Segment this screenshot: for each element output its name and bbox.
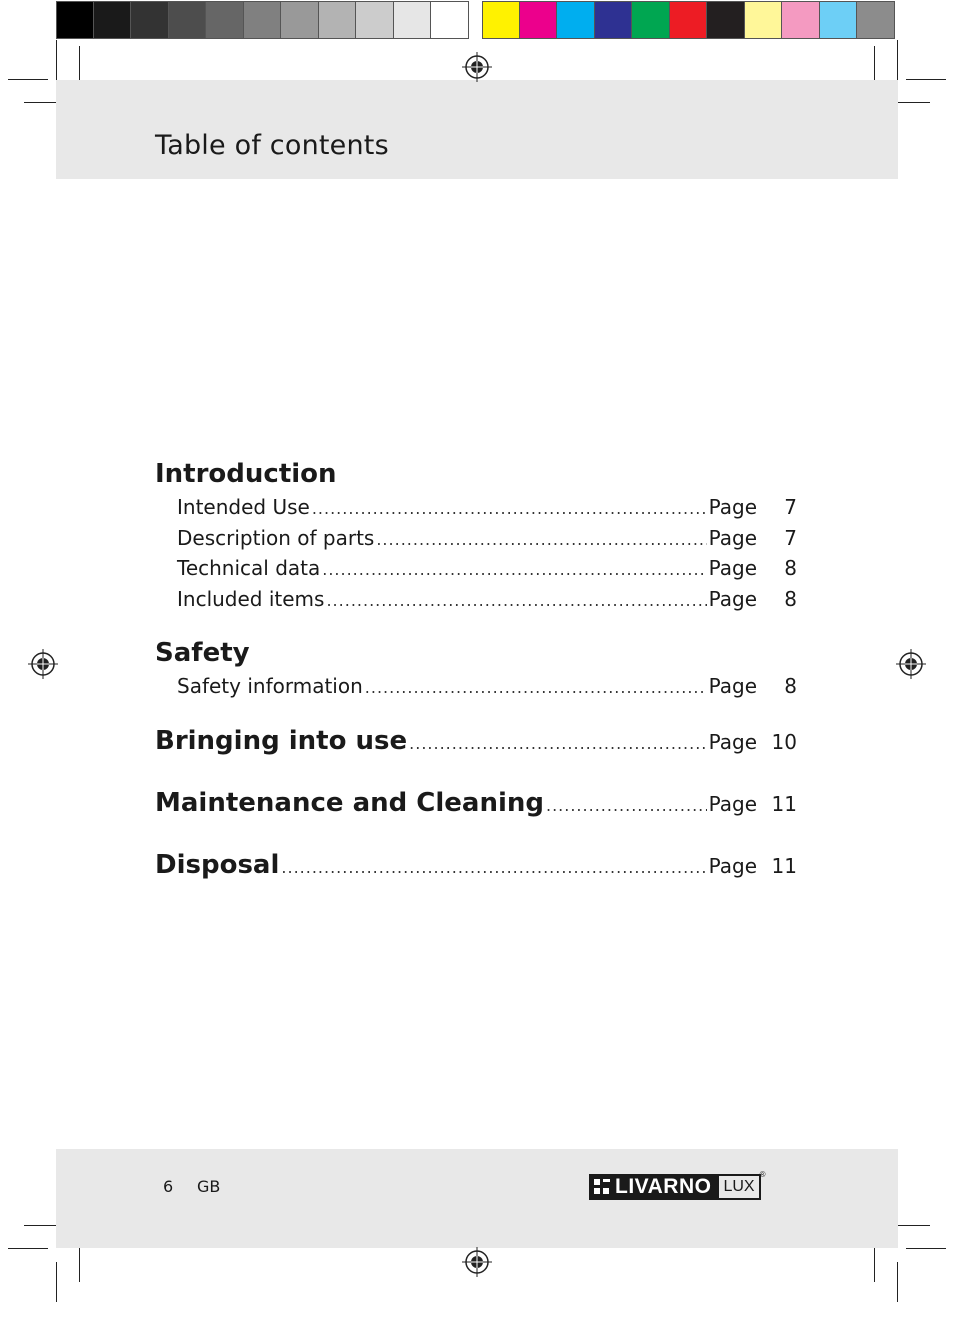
toc-entry-label: Maintenance and Cleaning (155, 787, 544, 818)
crop-mark (56, 1262, 57, 1302)
color-swatch (244, 1, 282, 39)
toc-entry-safety-information[interactable] (155, 672, 797, 703)
dot-leader (546, 787, 707, 825)
color-swatch (356, 1, 394, 39)
toc-section-maintenance (155, 784, 797, 825)
color-swatch (745, 1, 783, 39)
brand-logo-main (589, 1174, 717, 1200)
crop-mark (906, 79, 946, 80)
brand-name: LIVARNO (615, 1175, 712, 1198)
page-title: Table of contents (155, 130, 389, 161)
page-word: Page (708, 495, 757, 519)
page-word: Page (708, 853, 757, 878)
color-calibration-strip (482, 1, 895, 39)
page-number: 11 (771, 791, 797, 816)
color-swatch (820, 1, 858, 39)
page-word: Page (708, 674, 757, 699)
brand-logo (589, 1170, 766, 1200)
section-heading: Introduction (155, 459, 337, 489)
toc-entry-label: Bringing into use (155, 725, 408, 756)
crop-mark (56, 40, 57, 80)
color-swatch (394, 1, 432, 39)
toc-entry-label: Technical data (177, 556, 321, 581)
registration-mark-icon (896, 649, 926, 679)
color-swatch (557, 1, 595, 39)
toc-section-bringing-into-use (155, 722, 797, 763)
page-number: 8 (784, 556, 797, 581)
color-swatch (56, 1, 94, 39)
crop-mark (8, 79, 48, 80)
dot-leader (326, 586, 706, 616)
crop-mark (8, 1248, 48, 1249)
color-swatch (319, 1, 357, 39)
toc-entry-disposal[interactable] (155, 846, 797, 887)
color-swatch (482, 1, 520, 39)
color-swatch (782, 1, 820, 39)
page-number: 7 (784, 525, 797, 550)
dot-leader (409, 725, 706, 763)
color-swatch (169, 1, 207, 39)
table-of-contents (155, 455, 797, 908)
toc-entry-technical-data[interactable] (155, 554, 797, 585)
page-word: Page (708, 729, 757, 754)
color-swatch (281, 1, 319, 39)
color-swatch (431, 1, 469, 39)
dot-leader (365, 673, 707, 703)
toc-entry-included-items[interactable] (155, 585, 797, 616)
registration-mark-icon (462, 52, 492, 82)
color-swatch (857, 1, 895, 39)
footer-band (56, 1149, 898, 1248)
color-swatch (131, 1, 169, 39)
color-swatch (520, 1, 558, 39)
page-number: 11 (771, 853, 797, 878)
toc-entry-description-of-parts[interactable] (155, 524, 797, 555)
page-word: Page (708, 556, 757, 581)
color-swatch (670, 1, 708, 39)
toc-entry-label: Included items (177, 586, 325, 611)
crop-mark (897, 1262, 898, 1302)
toc-entry-label: Intended Use (177, 495, 310, 519)
page-word: Page (708, 586, 757, 611)
toc-entry-label: Safety information (177, 674, 363, 699)
dot-leader (376, 525, 706, 555)
dot-leader (322, 555, 706, 585)
registration-mark-icon (462, 1247, 492, 1277)
toc-entry-label: Description of parts (177, 525, 375, 550)
page-number: 8 (784, 674, 797, 699)
color-swatch (707, 1, 745, 39)
page-number: 10 (771, 729, 797, 754)
page-number: 8 (784, 586, 797, 611)
brand-square-icon (594, 1179, 610, 1195)
brand-logo-sub (717, 1170, 766, 1200)
toc-section-safety (155, 634, 797, 703)
toc-entry-intended-use[interactable] (155, 493, 797, 524)
color-swatch (595, 1, 633, 39)
crop-mark (906, 1248, 946, 1249)
section-heading: Safety (155, 638, 250, 669)
dot-leader (281, 849, 706, 887)
toc-entry-label: Disposal (155, 849, 280, 880)
color-swatch (632, 1, 670, 39)
dot-leader (312, 494, 707, 524)
toc-section-disposal (155, 846, 797, 887)
page-number: 7 (784, 495, 797, 519)
color-swatch (94, 1, 132, 39)
toc-entry-bringing-into-use[interactable] (155, 722, 797, 763)
footer-language: GB (197, 1177, 221, 1196)
registered-mark: ® (759, 1170, 766, 1179)
toc-section-introduction (155, 455, 797, 615)
page-word: Page (708, 525, 757, 550)
footer-page-number: 6 (163, 1177, 174, 1196)
toc-entry-maintenance-and-cleaning[interactable] (155, 784, 797, 825)
color-swatch (206, 1, 244, 39)
crop-mark (79, 1242, 80, 1282)
crop-mark (874, 1242, 875, 1282)
crop-mark (897, 40, 898, 80)
registration-mark-icon (28, 649, 58, 679)
grayscale-calibration-strip (56, 1, 469, 39)
brand-sub: LUX (723, 1178, 755, 1195)
page-word: Page (708, 791, 757, 816)
